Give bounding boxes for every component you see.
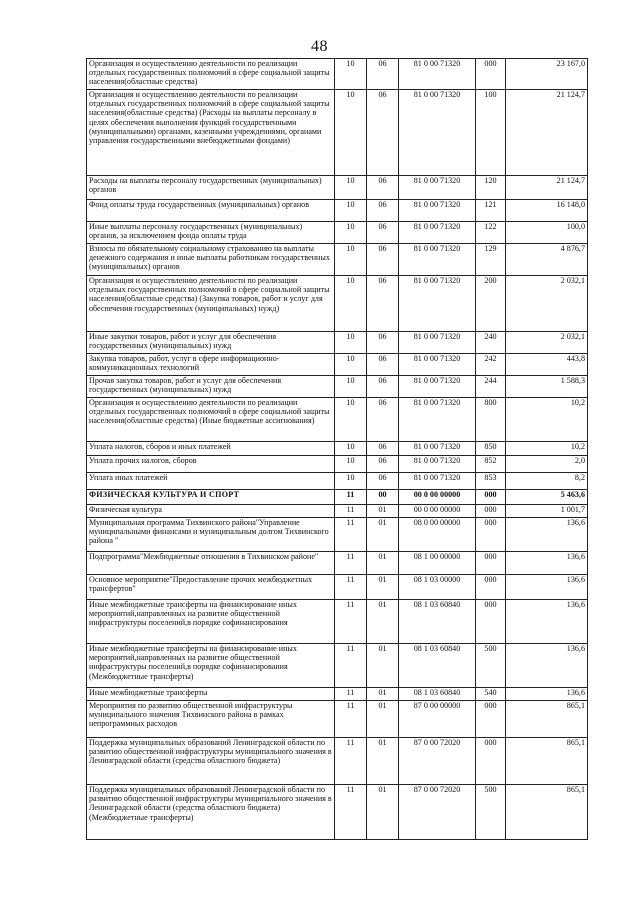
row-subsection: 06	[367, 244, 399, 276]
row-expense-type: 850	[476, 442, 506, 456]
table-row	[87, 518, 588, 552]
row-amount: 136,6	[506, 518, 588, 552]
row-expense-type: 800	[476, 398, 506, 442]
row-subsection: 06	[367, 59, 399, 90]
row-name: Уплата иных платежей	[87, 473, 335, 490]
row-subsection: 06	[367, 442, 399, 456]
table-row	[87, 222, 588, 244]
row-subsection: 06	[367, 276, 399, 332]
row-subsection: 01	[367, 688, 399, 701]
row-amount: 16 148,0	[506, 200, 588, 222]
row-name: Иные межбюджетные трансферты на финансирование иных мероприятий,направленных на развитие общественной инфраструктуры поселений,в порядке софинансирования	[87, 600, 335, 644]
row-amount: 4 876,7	[506, 244, 588, 276]
row-amount: 8,2	[506, 473, 588, 490]
row-target-article: 81 0 00 71320	[399, 398, 476, 442]
row-expense-type: 000	[476, 575, 506, 600]
row-expense-type: 120	[476, 176, 506, 200]
row-subsection: 06	[367, 90, 399, 176]
row-amount: 21 124,7	[506, 90, 588, 176]
row-name: Организация и осуществлению деятельности по реализации отдельных государственных полномочий в сфере социальной защиты населения(областные средства) (Иные бюджетные ассигнования)	[87, 398, 335, 442]
row-subsection: 06	[367, 176, 399, 200]
row-section: 10	[335, 354, 367, 376]
row-subsection: 06	[367, 473, 399, 490]
row-name: Уплата налогов, сборов и иных платежей	[87, 442, 335, 456]
row-expense-type: 500	[476, 785, 506, 840]
row-section: 11	[335, 785, 367, 840]
row-target-article: 81 0 00 71320	[399, 176, 476, 200]
row-amount: 100,0	[506, 222, 588, 244]
row-target-article: 81 0 00 71320	[399, 442, 476, 456]
row-target-article: 87 0 00 72020	[399, 738, 476, 785]
row-expense-type: 000	[476, 505, 506, 518]
row-expense-type: 122	[476, 222, 506, 244]
row-name: Организация и осуществлению деятельности по реализации отдельных государственных полномочий в сфере социальной защиты населения(областные средства) (Закупка товаров, работ и услуг для обеспечения государственных (муниципальных) нужд)	[87, 276, 335, 332]
row-target-article: 81 0 00 71320	[399, 376, 476, 398]
row-target-article: 81 0 00 71320	[399, 222, 476, 244]
row-section: 11	[335, 738, 367, 785]
row-name: ФИЗИЧЕСКАЯ КУЛЬТУРА И СПОРТ	[87, 490, 335, 505]
row-target-article: 08 1 03 60840	[399, 644, 476, 688]
row-subsection: 01	[367, 575, 399, 600]
row-subsection: 01	[367, 785, 399, 840]
row-name: Иные выплаты персоналу государственных (муниципальных) органов, за исключением фонда оплаты труда	[87, 222, 335, 244]
table-row	[87, 59, 588, 90]
table-row	[87, 332, 588, 354]
row-subsection: 06	[367, 398, 399, 442]
row-target-article: 81 0 00 71320	[399, 244, 476, 276]
row-amount: 2 032,1	[506, 276, 588, 332]
row-section: 10	[335, 332, 367, 354]
table-row	[87, 688, 588, 701]
row-section: 10	[335, 376, 367, 398]
row-expense-type: 500	[476, 644, 506, 688]
row-section: 10	[335, 456, 367, 473]
table-row	[87, 354, 588, 376]
row-expense-type: 242	[476, 354, 506, 376]
row-subsection: 01	[367, 701, 399, 738]
table-row	[87, 552, 588, 575]
row-target-article: 81 0 00 71320	[399, 456, 476, 473]
page-number: 48	[311, 38, 328, 55]
row-name: Поддержка муниципальных образований Ленинградской области по развитию общественной инфраструктуры муниципального значения в Ленинградской области (средства областного бюджета) (Межбюджетные трансферты)	[87, 785, 335, 840]
row-section: 10	[335, 200, 367, 222]
row-subsection: 06	[367, 376, 399, 398]
table-row	[87, 200, 588, 222]
row-target-article: 81 0 00 71320	[399, 90, 476, 176]
row-target-article: 81 0 00 71320	[399, 59, 476, 90]
row-name: Иные межбюджетные трансферты	[87, 688, 335, 701]
row-amount: 10,2	[506, 442, 588, 456]
row-subsection: 01	[367, 644, 399, 688]
row-subsection: 01	[367, 552, 399, 575]
row-amount: 23 167,0	[506, 59, 588, 90]
budget-table	[86, 58, 588, 840]
table-row	[87, 442, 588, 456]
row-target-article: 00 0 00 00000	[399, 490, 476, 505]
row-expense-type: 240	[476, 332, 506, 354]
row-name: Уплата прочих налогов, сборов	[87, 456, 335, 473]
row-expense-type: 244	[476, 376, 506, 398]
row-subsection: 01	[367, 738, 399, 785]
row-subsection: 06	[367, 354, 399, 376]
row-amount: 2 032,1	[506, 332, 588, 354]
row-subsection: 00	[367, 490, 399, 505]
row-amount: 1 001,7	[506, 505, 588, 518]
row-target-article: 08 1 03 60840	[399, 688, 476, 701]
table-row	[87, 505, 588, 518]
row-expense-type: 000	[476, 518, 506, 552]
row-target-article: 87 0 00 72020	[399, 785, 476, 840]
row-amount: 136,6	[506, 644, 588, 688]
row-name: Организация и осуществлению деятельности по реализации отдельных государственных полномочий в сфере социальной защиты населения(областные средства) (Расходы на выплаты персоналу в целях обеспечения выполнения функций государственными (муниципальными) органами, казенными учреждениями, органами управления государственными внебюджетными фондами)	[87, 90, 335, 176]
row-section: 10	[335, 222, 367, 244]
row-target-article: 81 0 00 71320	[399, 200, 476, 222]
row-name: Организация и осуществлению деятельности по реализации отдельных государственных полномочий в сфере социальной защиты населения(областные средства)	[87, 59, 335, 90]
row-name: Муниципальная программа Тихвинского района"Управление муниципальными финансами и муниципальным долгом Тихвинского района "	[87, 518, 335, 552]
row-amount: 136,6	[506, 552, 588, 575]
row-section: 11	[335, 552, 367, 575]
row-amount: 865,1	[506, 785, 588, 840]
table-row	[87, 575, 588, 600]
row-name: Мероприятия по развитию общественной инфраструктуры муниципального значения Тихвинского района в рамках непрограммных расходов	[87, 701, 335, 738]
row-amount: 136,6	[506, 688, 588, 701]
row-amount: 5 463,6	[506, 490, 588, 505]
row-subsection: 01	[367, 505, 399, 518]
table-row	[87, 738, 588, 785]
row-target-article: 00 0 00 00000	[399, 505, 476, 518]
row-section: 11	[335, 490, 367, 505]
row-expense-type: 000	[476, 490, 506, 505]
row-expense-type: 000	[476, 552, 506, 575]
row-section: 10	[335, 59, 367, 90]
row-name: Расходы на выплаты персоналу государственных (муниципальных) органов	[87, 176, 335, 200]
row-section: 10	[335, 244, 367, 276]
row-amount: 443,8	[506, 354, 588, 376]
row-amount: 865,1	[506, 701, 588, 738]
table-row	[87, 176, 588, 200]
row-name: Закупка товаров, работ, услуг в сфере информационно-коммуникационных технологий	[87, 354, 335, 376]
row-expense-type: 000	[476, 738, 506, 785]
row-name: Подпрограмма"Межбюджетные отношения в Тихвинском районе"	[87, 552, 335, 575]
row-expense-type: 121	[476, 200, 506, 222]
row-expense-type: 200	[476, 276, 506, 332]
row-expense-type: 000	[476, 701, 506, 738]
row-expense-type: 000	[476, 59, 506, 90]
table-row	[87, 456, 588, 473]
row-section: 10	[335, 442, 367, 456]
table-row	[87, 785, 588, 840]
table-row	[87, 644, 588, 688]
row-target-article: 87 0 00 00000	[399, 701, 476, 738]
row-section: 11	[335, 575, 367, 600]
row-section: 10	[335, 176, 367, 200]
row-amount: 21 124,7	[506, 176, 588, 200]
row-name: Поддержка муниципальных образований Ленинградской области по развитию общественной инфраструктуры муниципального значения в Ленинградской области (средства областного бюджета)	[87, 738, 335, 785]
row-amount: 10,2	[506, 398, 588, 442]
row-amount: 136,6	[506, 600, 588, 644]
row-target-article: 81 0 00 71320	[399, 276, 476, 332]
row-subsection: 06	[367, 332, 399, 354]
row-expense-type: 540	[476, 688, 506, 701]
row-section: 11	[335, 600, 367, 644]
table-row	[87, 473, 588, 490]
row-amount: 136,6	[506, 575, 588, 600]
row-name: Прочая закупка товаров, работ и услуг для обеспечения государственных (муниципальных) нужд	[87, 376, 335, 398]
row-target-article: 81 0 00 71320	[399, 332, 476, 354]
row-subsection: 01	[367, 600, 399, 644]
row-subsection: 06	[367, 456, 399, 473]
row-name: Фонд оплаты труда государственных (муниципальных) органов	[87, 200, 335, 222]
table-row	[87, 244, 588, 276]
row-subsection: 01	[367, 518, 399, 552]
row-expense-type: 000	[476, 600, 506, 644]
row-section: 10	[335, 398, 367, 442]
row-expense-type: 853	[476, 473, 506, 490]
row-target-article: 08 1 03 60840	[399, 600, 476, 644]
row-amount: 865,1	[506, 738, 588, 785]
row-target-article: 08 0 00 00000	[399, 518, 476, 552]
table-row	[87, 398, 588, 442]
row-expense-type: 852	[476, 456, 506, 473]
row-section: 10	[335, 276, 367, 332]
row-section: 10	[335, 90, 367, 176]
row-target-article: 81 0 00 71320	[399, 354, 476, 376]
row-section: 11	[335, 688, 367, 701]
row-target-article: 08 1 03 00000	[399, 575, 476, 600]
row-expense-type: 129	[476, 244, 506, 276]
row-section: 10	[335, 473, 367, 490]
table-row	[87, 490, 588, 505]
table-row	[87, 276, 588, 332]
row-section: 11	[335, 518, 367, 552]
row-name: Иные закупки товаров, работ и услуг для обеспечения государственных (муниципальных) нужд	[87, 332, 335, 354]
row-name: Иные межбюджетные трансферты на финансирование иных мероприятий,направленных на развитие общественной инфраструктуры поселений,в порядке софинансирования (Межбюджетные трансферты)	[87, 644, 335, 688]
row-section: 11	[335, 505, 367, 518]
table-row	[87, 701, 588, 738]
row-name: Физическая культура	[87, 505, 335, 518]
table-row	[87, 600, 588, 644]
row-subsection: 06	[367, 222, 399, 244]
row-amount: 2,0	[506, 456, 588, 473]
table-row	[87, 376, 588, 398]
row-subsection: 06	[367, 200, 399, 222]
row-name: Взносы по обязательному социальному страхованию на выплаты денежного содержания и иные выплаты работникам государственных (муниципальных) органов	[87, 244, 335, 276]
row-target-article: 81 0 00 71320	[399, 473, 476, 490]
row-amount: 1 588,3	[506, 376, 588, 398]
table-row	[87, 90, 588, 176]
row-expense-type: 100	[476, 90, 506, 176]
row-name: Основное мероприятие"Предоставление прочих межбюджетных трансфертов"	[87, 575, 335, 600]
row-section: 11	[335, 701, 367, 738]
row-target-article: 08 1 00 00000	[399, 552, 476, 575]
row-section: 11	[335, 644, 367, 688]
